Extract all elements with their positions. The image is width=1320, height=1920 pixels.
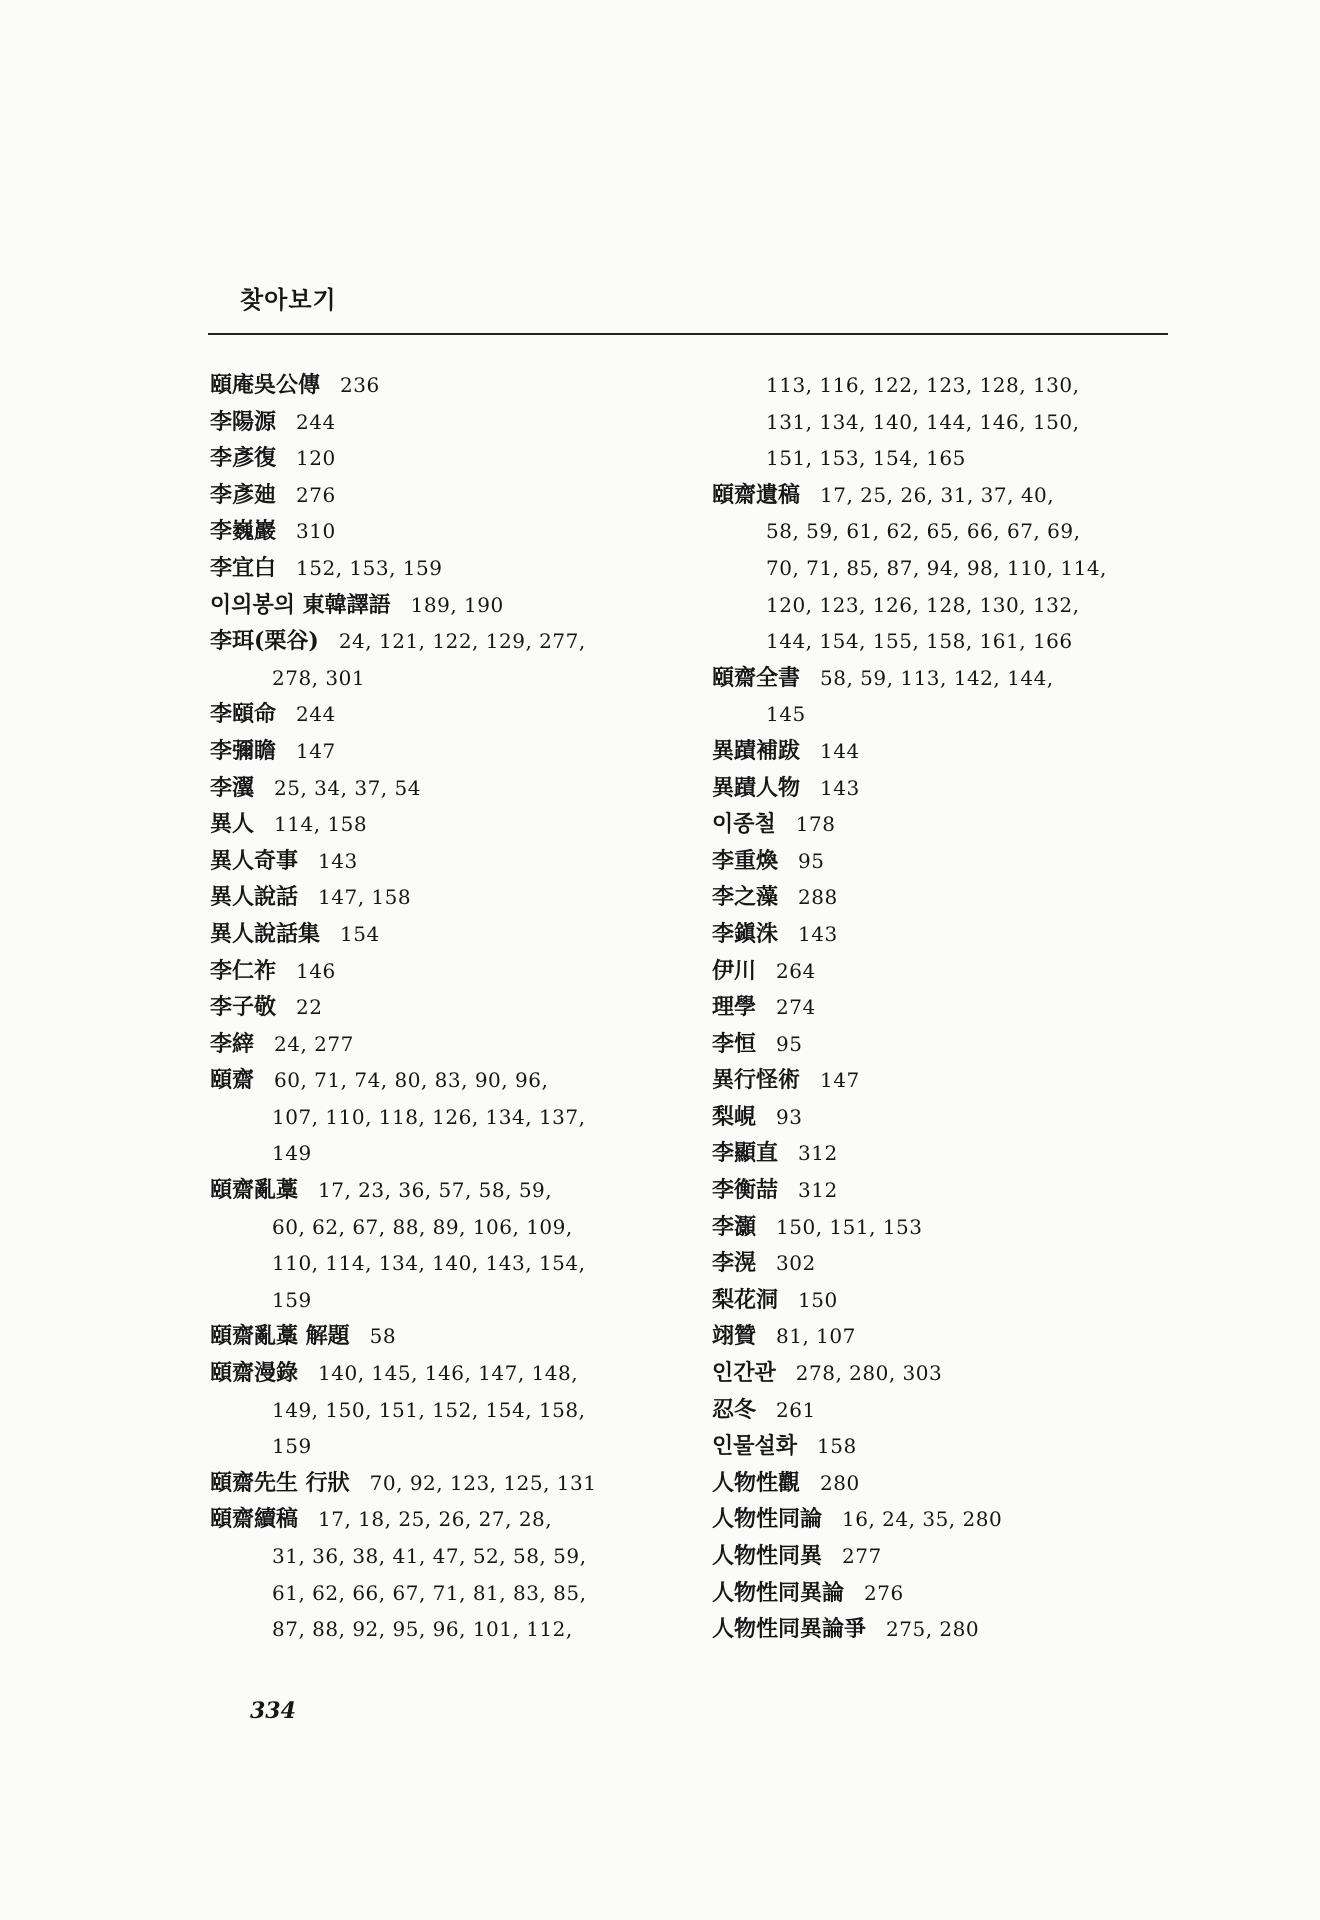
index-entry: [712, 1209, 1172, 1246]
index-entry: [210, 1026, 680, 1063]
index-entry-continuation: [712, 550, 1172, 587]
index-pages: 107, 110, 118, 126, 134, 137,: [272, 1104, 586, 1129]
index-entry-continuation: [712, 587, 1172, 624]
index-entry: [712, 806, 1172, 843]
index-pages: 60, 71, 74, 80, 83, 90, 96,: [274, 1068, 549, 1093]
index-term: 인간관: [712, 1360, 776, 1387]
index-pages: 151, 153, 154, 165: [766, 446, 966, 471]
index-term: 李滉: [712, 1250, 757, 1277]
index-pages: 81, 107: [776, 1324, 856, 1349]
index-term: 李恒: [712, 1030, 757, 1057]
index-pages: 152, 153, 159: [296, 555, 443, 580]
index-pages: 70, 92, 123, 125, 131: [369, 1470, 597, 1495]
index-pages: 58, 59, 61, 62, 65, 66, 67, 69,: [766, 519, 1081, 544]
index-entry: [210, 916, 680, 953]
index-entry: [712, 1355, 1172, 1392]
index-term: 李重煥: [712, 847, 779, 874]
index-term: 이종철: [712, 811, 776, 838]
index-term: 李顯直: [712, 1140, 779, 1167]
index-term: 異人說話: [210, 884, 299, 911]
index-term: 李彌瞻: [210, 737, 277, 764]
index-entry: [712, 1392, 1172, 1429]
index-pages: 264: [776, 958, 816, 983]
index-pages: 276: [296, 482, 336, 507]
index-entry: [712, 660, 1172, 697]
index-pages: 312: [798, 1178, 838, 1203]
index-entry: [210, 879, 680, 916]
index-entry: [210, 623, 680, 660]
index-entry: [210, 989, 680, 1026]
index-entry: [210, 550, 680, 587]
index-term: 異蹟補跋: [712, 737, 801, 764]
index-term: 翊贊: [712, 1323, 757, 1350]
index-entry: [712, 989, 1172, 1026]
index-pages: 140, 145, 146, 147, 148,: [318, 1361, 579, 1386]
index-pages: 146: [296, 958, 336, 983]
index-entry: [210, 1501, 680, 1538]
index-entry: [712, 1245, 1172, 1282]
index-column-right: [712, 367, 1172, 1648]
index-term: 李彥復: [210, 445, 277, 472]
index-entry-continuation: [210, 1575, 680, 1612]
index-entry: [712, 1501, 1172, 1538]
index-pages: 93: [776, 1104, 803, 1129]
index-entry-continuation: [712, 367, 1172, 404]
index-term: 李彥廸: [210, 481, 277, 508]
index-pages: 302: [776, 1251, 816, 1276]
index-entry: [712, 916, 1172, 953]
index-entry: [210, 587, 680, 624]
index-pages: 149: [272, 1141, 312, 1166]
index-term: 異行怪術: [712, 1067, 801, 1094]
index-pages: 150: [798, 1287, 838, 1312]
index-term: 頤齋全書: [712, 664, 801, 691]
index-pages: 120: [296, 446, 336, 471]
header-divider: [208, 333, 1168, 335]
index-pages: 17, 25, 26, 31, 37, 40,: [820, 482, 1055, 507]
index-entry: [712, 1611, 1172, 1648]
index-pages: 278, 280, 303: [795, 1361, 943, 1386]
index-pages: 60, 62, 67, 88, 89, 106, 109,: [272, 1214, 573, 1239]
index-pages: 22: [296, 995, 323, 1020]
index-pages: 147: [820, 1068, 860, 1093]
index-term: 梨花洞: [712, 1286, 779, 1313]
index-term: 理學: [712, 994, 757, 1021]
page-header-title: 찾아보기: [240, 286, 337, 314]
index-entry: [210, 1062, 680, 1099]
index-term: 인물설화: [712, 1433, 798, 1460]
index-term: 人物性同異: [712, 1543, 823, 1569]
index-pages: 244: [296, 409, 336, 434]
index-pages: 70, 71, 85, 87, 94, 98, 110, 114,: [766, 555, 1107, 580]
index-entry: [210, 367, 680, 404]
index-entry: [712, 953, 1172, 990]
index-pages: 276: [864, 1580, 904, 1605]
index-column-left: [210, 367, 680, 1648]
index-pages: 147, 158: [318, 885, 412, 910]
index-pages: 144: [820, 738, 860, 763]
index-pages: 159: [272, 1434, 312, 1459]
index-entry: [210, 696, 680, 733]
index-pages: 312: [798, 1141, 838, 1166]
index-entry: [210, 1465, 680, 1502]
index-entry: [210, 440, 680, 477]
index-pages: 310: [296, 519, 336, 544]
index-term: 李仁祚: [210, 957, 277, 984]
index-entry-continuation: [712, 404, 1172, 441]
index-term: 忍冬: [712, 1396, 757, 1423]
index-entry: [712, 1026, 1172, 1063]
index-pages: 114, 158: [274, 812, 368, 837]
index-pages: 17, 18, 25, 26, 27, 28,: [318, 1507, 553, 1532]
index-entry: [712, 843, 1172, 880]
index-entry: [210, 1172, 680, 1209]
index-entry-continuation: [210, 1209, 680, 1246]
index-entry: [210, 806, 680, 843]
index-entry: [712, 1099, 1172, 1136]
index-term: 頤齋遺稿: [712, 481, 801, 508]
index-entry: [712, 1135, 1172, 1172]
index-term: 頤齋先生 行狀: [210, 1469, 350, 1496]
index-entry-continuation: [210, 660, 680, 697]
index-pages: 95: [776, 1031, 803, 1056]
index-entry: [210, 1355, 680, 1392]
index-entry: [210, 1318, 680, 1355]
index-pages: 131, 134, 140, 144, 146, 150,: [766, 409, 1080, 434]
index-entry-continuation: [210, 1611, 680, 1648]
index-term: 頤齋亂藁: [210, 1177, 299, 1204]
index-pages: 31, 36, 38, 41, 47, 52, 58, 59,: [272, 1544, 587, 1568]
index-entry: [210, 953, 680, 990]
index-term: 異人奇事: [210, 847, 299, 874]
index-entry: [712, 879, 1172, 916]
index-term: 頤齋亂藁 解題: [210, 1323, 350, 1350]
index-entry: [712, 477, 1172, 514]
index-pages: 24, 277: [274, 1031, 354, 1056]
index-entry: [712, 1318, 1172, 1355]
index-pages: 147: [296, 738, 336, 763]
index-term: 頤齋: [210, 1067, 255, 1094]
index-entry: [712, 1428, 1172, 1465]
index-pages: 61, 62, 66, 67, 71, 81, 83, 85,: [272, 1580, 587, 1605]
index-entry-continuation: [712, 513, 1172, 550]
index-pages: 143: [820, 775, 860, 800]
index-pages: 236: [340, 373, 380, 397]
index-entry-continuation: [210, 1538, 680, 1575]
index-pages: 120, 123, 126, 128, 130, 132,: [766, 592, 1080, 617]
index-term: 李宜白: [210, 554, 277, 581]
index-term: 李陽源: [210, 408, 277, 435]
index-pages: 277: [842, 1544, 882, 1568]
index-pages: 143: [798, 921, 838, 946]
index-entry: [210, 733, 680, 770]
index-entry: [210, 513, 680, 550]
index-term: 李灝: [712, 1213, 757, 1240]
index-term: 伊川: [712, 957, 757, 984]
index-entry-continuation: [712, 623, 1172, 660]
index-pages: 288: [798, 885, 838, 910]
index-entry: [712, 1172, 1172, 1209]
page-number: 334: [250, 1698, 296, 1724]
index-entry: [712, 1575, 1172, 1612]
index-pages: 25, 34, 37, 54: [274, 775, 421, 800]
index-term: 李鎭洙: [712, 920, 779, 947]
index-pages: 159: [272, 1287, 312, 1312]
index-term: 李衡喆: [712, 1177, 779, 1204]
index-entry: [712, 1538, 1172, 1575]
index-pages: 244: [296, 702, 336, 727]
index-pages: 58: [369, 1324, 397, 1349]
index-term: 異蹟人物: [712, 774, 801, 801]
index-pages: 17, 23, 36, 57, 58, 59,: [318, 1178, 553, 1203]
index-pages: 150, 151, 153: [776, 1214, 923, 1239]
index-entry: [712, 733, 1172, 770]
index-pages: 24, 121, 122, 129, 277,: [338, 629, 586, 654]
index-term: 이의봉의 東韓譯語: [210, 591, 391, 618]
index-term: 人物性同異論: [712, 1579, 845, 1606]
index-pages: 274: [776, 995, 816, 1020]
index-pages: 16, 24, 35, 280: [842, 1507, 1003, 1532]
index-entry: [210, 770, 680, 807]
index-term: 人物性同論: [712, 1506, 823, 1533]
index-entry-continuation: [210, 1282, 680, 1319]
index-entry: [712, 1465, 1172, 1502]
index-term: 人物性同異論爭: [712, 1616, 867, 1643]
index-entry-continuation: [210, 1135, 680, 1172]
index-pages: 149, 150, 151, 152, 154, 158,: [272, 1397, 586, 1422]
index-term: 頤庵吳公傳: [210, 372, 321, 398]
index-entry: [712, 1062, 1172, 1099]
index-entry-continuation: [210, 1392, 680, 1429]
index-term: 頤齋續稿: [210, 1506, 299, 1533]
index-term: 梨峴: [712, 1103, 757, 1130]
index-entry-continuation: [712, 440, 1172, 477]
index-term: 李珥(栗谷): [210, 628, 319, 655]
index-term: 李巍巖: [210, 518, 277, 545]
index-term: 異人說話集: [210, 920, 321, 947]
index-pages: 58, 59, 113, 142, 144,: [820, 665, 1054, 690]
index-entry: [210, 843, 680, 880]
index-entry-continuation: [210, 1245, 680, 1282]
index-pages: 278, 301: [272, 665, 366, 690]
index-pages: 110, 114, 134, 140, 143, 154,: [272, 1251, 586, 1276]
index-pages: 189, 190: [410, 592, 504, 617]
index-entry: [210, 477, 680, 514]
index-term: 李頤命: [210, 701, 277, 728]
index-term: 李之藻: [712, 884, 779, 911]
index-pages: 154: [340, 921, 380, 946]
index-term: 李瀷: [210, 774, 255, 801]
index-term: 李子敬: [210, 994, 277, 1021]
index-pages: 178: [795, 812, 836, 837]
index-entry: [210, 404, 680, 441]
index-pages: 144, 154, 155, 158, 161, 166: [766, 629, 1073, 654]
index-pages: 87, 88, 92, 95, 96, 101, 112,: [272, 1617, 573, 1642]
index-term: 李縡: [210, 1030, 255, 1057]
index-pages: 113, 116, 122, 123, 128, 130,: [766, 373, 1080, 397]
index-entry: [712, 1282, 1172, 1319]
index-term: 異人: [210, 811, 255, 838]
index-pages: 158: [817, 1434, 857, 1459]
index-pages: 280: [820, 1470, 860, 1495]
index-pages: 261: [776, 1397, 816, 1422]
index-pages: 145: [766, 702, 806, 727]
index-pages: 275, 280: [886, 1617, 980, 1642]
index-term: 頤齋漫錄: [210, 1360, 299, 1387]
index-entry: [712, 770, 1172, 807]
index-entry-continuation: [210, 1099, 680, 1136]
index-term: 人物性觀: [712, 1469, 801, 1496]
index-entry-continuation: [210, 1428, 680, 1465]
index-pages: 143: [318, 848, 358, 873]
index-entry-continuation: [712, 696, 1172, 733]
index-pages: 95: [798, 848, 825, 873]
